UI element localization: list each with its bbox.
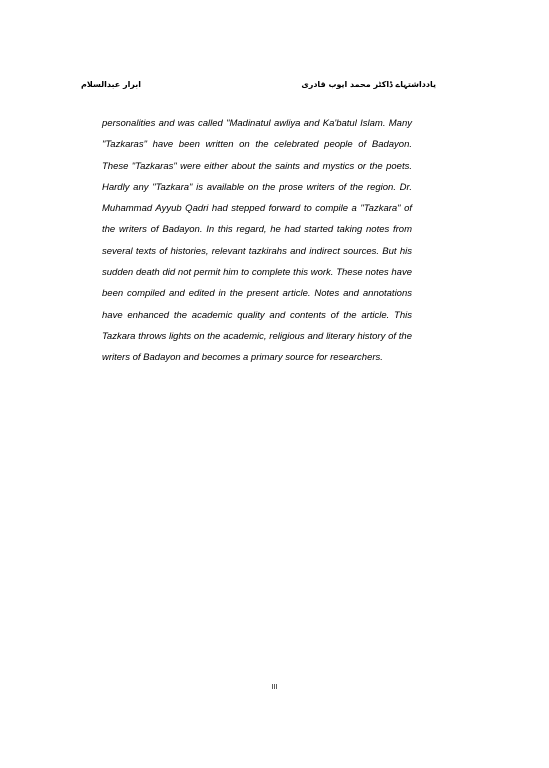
running-header-author: ابرار عبدالسلام xyxy=(81,80,142,89)
running-header-title: یادداشتہاے ڈاکٹر محمد ایوب قادری xyxy=(301,80,436,89)
page-number: III xyxy=(271,684,278,691)
abstract-paragraph: personalities and was called "Madinatul awliya and Ka'batul Islam. Many "Tazkaras" have been written on the celebrated people of Badayon. These "Tazkaras" were either about the saints and mystics or the poets. Hardly any "Tazkara" is available on the prose writers of the region. Dr. Muhammad Ayyub Qadri had stepped forward to compile a "Tazkara" of the writers of Badayon. In this regard, he had started taking notes from several texts of histories, relevant tazkirahs and indirect sources. But his sudden death did not permit him to complete this work. These notes have been compiled and edited in the present article. Notes and annotations have enhanced the academic quality and contents of the article. This Tazkara throws lights on the academic, religious and literary history of the writers of Badayon and becomes a primary source for researchers. xyxy=(102,118,412,364)
